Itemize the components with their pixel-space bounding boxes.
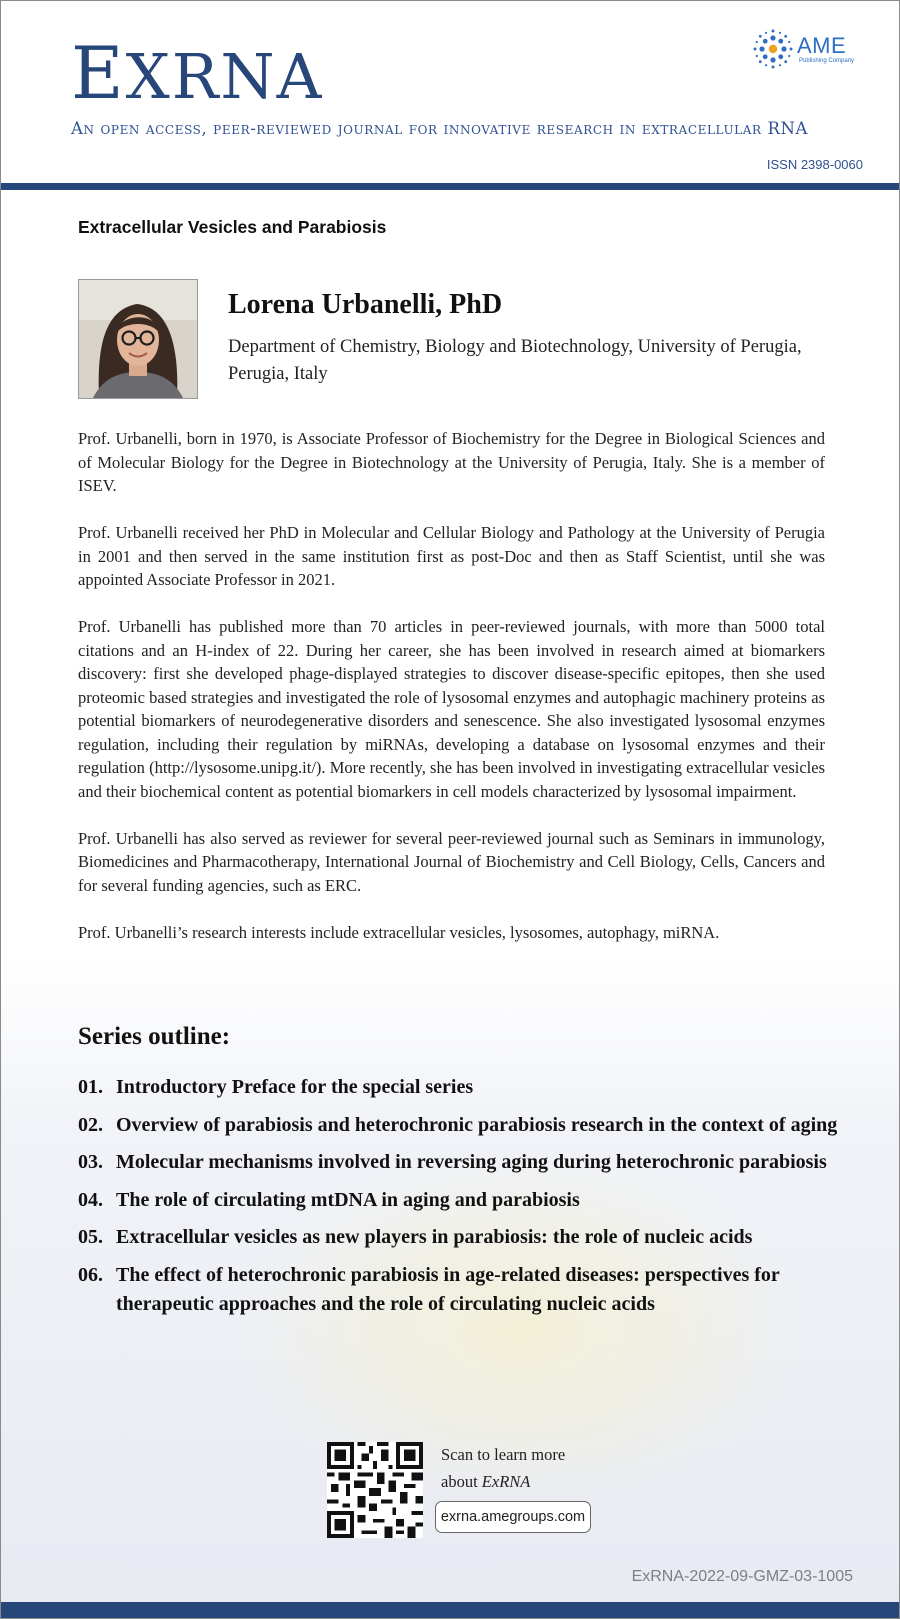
ame-wordmark: AME xyxy=(797,33,847,58)
footer-rule xyxy=(1,1602,899,1618)
qr-code-icon[interactable] xyxy=(327,1442,423,1538)
scan-caption-about: about xyxy=(441,1472,482,1491)
journal-url-link[interactable]: exrna.amegroups.com xyxy=(435,1501,591,1533)
outline-item xyxy=(78,1223,838,1252)
outline-item-number: 06. xyxy=(78,1263,103,1286)
outline-item-title: Molecular mechanisms involved in reversing aging during heterochronic parabiosis xyxy=(116,1151,827,1173)
scan-caption-line1: Scan to learn more xyxy=(441,1445,566,1464)
outline-item xyxy=(78,1073,838,1102)
outline-item-number: 03. xyxy=(78,1151,103,1173)
author-biography xyxy=(78,427,825,968)
ame-logo xyxy=(753,29,863,69)
author-photo xyxy=(78,279,198,399)
outline-item xyxy=(78,1148,838,1177)
document-code: ExRNA-2022-09-GMZ-03-1005 xyxy=(631,1568,853,1585)
series-outline-heading: Series outline: xyxy=(78,1023,231,1050)
person-portrait-icon xyxy=(79,280,197,398)
author-affiliation: Department of Chemistry, Biology and Biotechnology, University of Perugia, Perugia, Italy xyxy=(228,337,802,384)
ame-subtitle: Publishing Company xyxy=(799,58,855,64)
series-title: Extracellular Vesicles and Parabiosis xyxy=(78,217,387,237)
outline-item-number: 04. xyxy=(78,1188,103,1211)
bio-paragraph: Prof. Urbanelli has published more than 70 articles in peer-reviewed journals, with more than 5000 total citations and an H-index of 22. During her career, she has been involved in research aimed at biomarkers discovery: first she developed phage-displayed strategies to discover disease-specific epitopes, then she used proteomic based strategies and investigated the role of lysosomal enzymes and autophagic machinery proteins as potential biomarkers of neurodegenerative disorders and senescence. She also investigated lysosomal enzymes regulation, including their regulation by miRNAs, developing a database on lysosomal enzymes and their regulation (http://lysosome.unipg.it/). More recently, she has been involved in investigating extracellular vesicles and their biochemical content as potential biomarkers in cell models characterized by lysosomal impairment. xyxy=(78,617,825,801)
header xyxy=(1,1,899,183)
outline-item-number: 02. xyxy=(78,1113,103,1136)
outline-item-number: 01. xyxy=(78,1076,103,1098)
journal-masthead-initial: E xyxy=(71,31,126,115)
outline-item xyxy=(78,1186,838,1215)
series-outline-list xyxy=(78,1073,838,1327)
outline-item-title: The effect of heterochronic parabiosis in age-related diseases: perspectives for therapeutic approaches and the role of circulating nucleic acids xyxy=(116,1263,780,1315)
issn: ISSN 2398-0060 xyxy=(766,157,863,172)
ame-dots-icon xyxy=(753,29,793,69)
scan-caption-journal: ExRNA xyxy=(481,1472,531,1491)
outline-item-title: Introductory Preface for the special series xyxy=(116,1076,474,1098)
scan-caption xyxy=(441,1441,565,1495)
bio-paragraph: Prof. Urbanelli’s research interests include extracellular vesicles, lysosomes, autophagy, miRNA. xyxy=(78,922,720,942)
bio-paragraph: Prof. Urbanelli, born in 1970, is Associate Professor of Biochemistry for the Degree in Biological Sciences and of Molecular Biology for the Degree in Biotechnology at the University of Perugia, Italy. She is a member of ISEV. xyxy=(78,429,825,495)
outline-item-title: Extracellular vesicles as new players in parabiosis: the role of nucleic acids xyxy=(116,1226,753,1248)
outline-item xyxy=(78,1111,838,1140)
bio-paragraph: Prof. Urbanelli received her PhD in Molecular and Cellular Biology and Pathology at the University of Perugia in 2001 and then served in the same institution first as post-Doc and then as Staff Scientist, until she was appointed Associate Professor in 2021. xyxy=(78,523,825,589)
journal-masthead xyxy=(71,31,324,115)
outline-item-title: The role of circulating mtDNA in aging and parabiosis xyxy=(116,1188,580,1211)
outline-item xyxy=(78,1261,838,1319)
outline-item-number: 05. xyxy=(78,1226,103,1248)
journal-masthead-rest: XRNA xyxy=(125,40,324,113)
scan-caption-line2 xyxy=(441,1468,565,1495)
outline-item-title: Overview of parabiosis and heterochronic parabiosis research in the context of aging xyxy=(116,1113,838,1136)
bio-paragraph: Prof. Urbanelli has also served as reviewer for several peer-reviewed journal such as Seminars in immunology, Biomedicines and Pharmacotherapy, International Journal of Biochemistry and Cell Biology, Cells, Cancers and for several funding agencies, such as ERC. xyxy=(78,828,825,895)
header-rule xyxy=(1,183,899,190)
journal-tagline: An open access, peer-reviewed journal for innovative research in extracellular RNA xyxy=(71,119,809,138)
author-name: Lorena Urbanelli, PhD xyxy=(228,289,503,320)
